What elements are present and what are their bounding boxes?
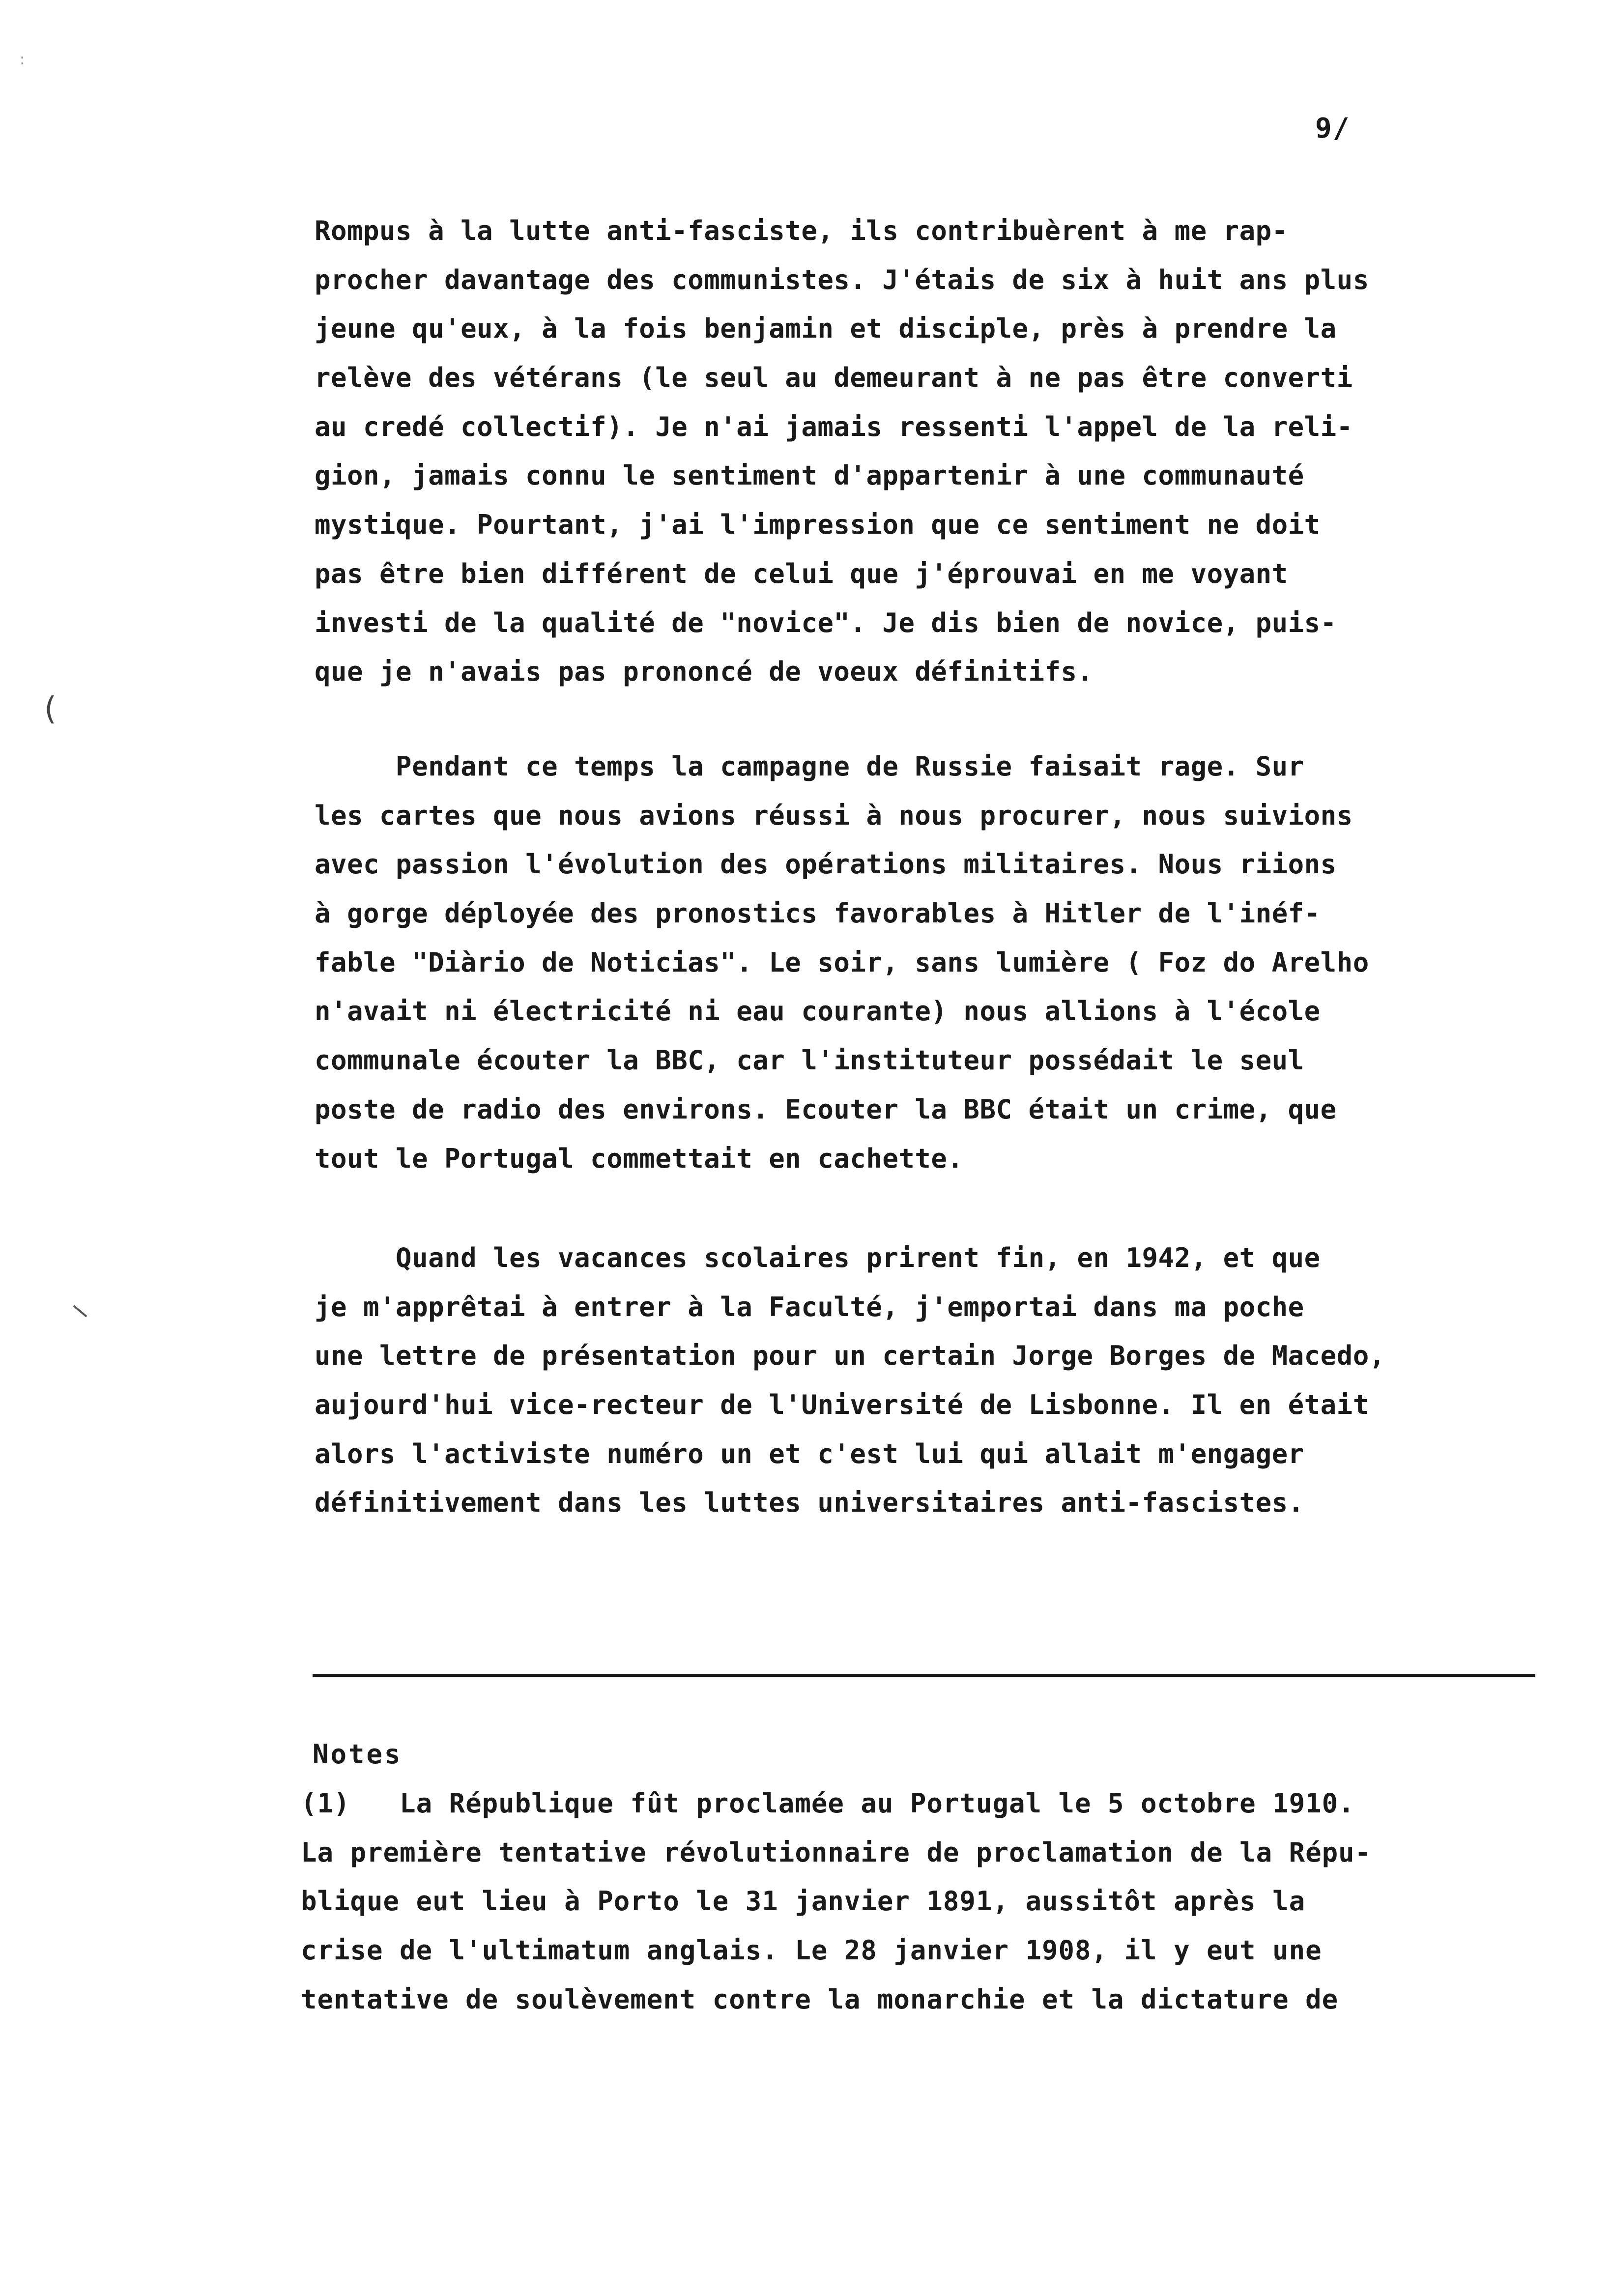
- text-line: Pendant ce temps la campagne de Russie faisait rage. Sur: [315, 751, 1304, 782]
- text-line: relève des vétérans (le seul au demeurant à ne pas être converti: [315, 362, 1353, 394]
- text-line: pas être bien différent de celui que j'éprouvai en me voyant: [315, 558, 1288, 589]
- margin-mark-dot: :: [20, 51, 25, 68]
- text-line: fable "Diàrio de Noticias". Le soir, sans lumière ( Foz do Arelho: [315, 947, 1369, 978]
- page-number: 9/: [1315, 113, 1351, 144]
- footnote-line: (1) La République fût proclamée au Portugal le 5 octobre 1910.: [301, 1788, 1355, 1819]
- text-line: avec passion l'évolution des opérations militaires. Nous riions: [315, 849, 1337, 880]
- footnotes: [301, 1779, 1603, 2024]
- text-line: les cartes que nous avions réussi à nous procurer, nous suivions: [315, 800, 1353, 831]
- text-line: gion, jamais connu le sentiment d'appartenir à une communauté: [315, 460, 1304, 491]
- footnote-separator: [313, 1674, 1535, 1677]
- paragraph-2: [315, 742, 1602, 1183]
- text-line: Quand les vacances scolaires prirent fin, en 1942, et que: [315, 1242, 1321, 1273]
- text-line: au credé collectif). Je n'ai jamais ressenti l'appel de la reli-: [315, 411, 1353, 442]
- text-line: procher davantage des communistes. J'étais de six à huit ans plus: [315, 264, 1369, 295]
- footnote-line: La première tentative révolutionnaire de proclamation de la Répu-: [301, 1837, 1372, 1868]
- text-line: je m'apprêtai à entrer à la Faculté, j'emportai dans ma poche: [315, 1291, 1304, 1322]
- margin-mark-paren: (: [44, 691, 57, 727]
- text-line: investi de la qualité de "novice". Je dis bien de novice, puis-: [315, 607, 1337, 638]
- notes-heading: Notes: [313, 1739, 403, 1770]
- text-line: communale écouter la BBC, car l'instituteur possédait le seul: [315, 1045, 1304, 1076]
- text-line: poste de radio des environs. Ecouter la BBC était un crime, que: [315, 1093, 1337, 1125]
- text-line: Rompus à la lutte anti-fasciste, ils contribuèrent à me rap-: [315, 215, 1288, 246]
- text-line: tout le Portugal commettait en cachette.: [315, 1143, 964, 1174]
- footnote-line: crise de l'ultimatum anglais. Le 28 janvier 1908, il y eut une: [301, 1935, 1322, 1966]
- text-line: n'avait ni électricité ni eau courante) nous allions à l'école: [315, 996, 1321, 1027]
- text-line: aujourd'hui vice-recteur de l'Université de Lisbonne. Il en était: [315, 1389, 1369, 1421]
- paragraph-1: [315, 206, 1602, 696]
- text-line: mystique. Pourtant, j'ai l'impression que ce sentiment ne doit: [315, 509, 1321, 541]
- text-line: définitivement dans les luttes universitaires anti-fascistes.: [315, 1487, 1304, 1519]
- text-line: jeune qu'eux, à la fois benjamin et disciple, près à prendre la: [315, 313, 1337, 344]
- text-line: à gorge déployée des pronostics favorables à Hitler de l'inéf-: [315, 898, 1321, 929]
- margin-mark-stroke: [73, 1305, 87, 1318]
- paragraph-3: [315, 1234, 1602, 1527]
- text-line: une lettre de présentation pour un certain Jorge Borges de Macedo,: [315, 1340, 1385, 1372]
- text-line: alors l'activiste numéro un et c'est lui qui allait m'engager: [315, 1438, 1304, 1469]
- footnote-line: blique eut lieu à Porto le 31 janvier 1891, aussitôt après la: [301, 1886, 1306, 1917]
- footnote-line: tentative de soulèvement contre la monarchie et la dictature de: [301, 1983, 1339, 2015]
- text-line: que je n'avais pas prononcé de voeux définitifs.: [315, 656, 1094, 688]
